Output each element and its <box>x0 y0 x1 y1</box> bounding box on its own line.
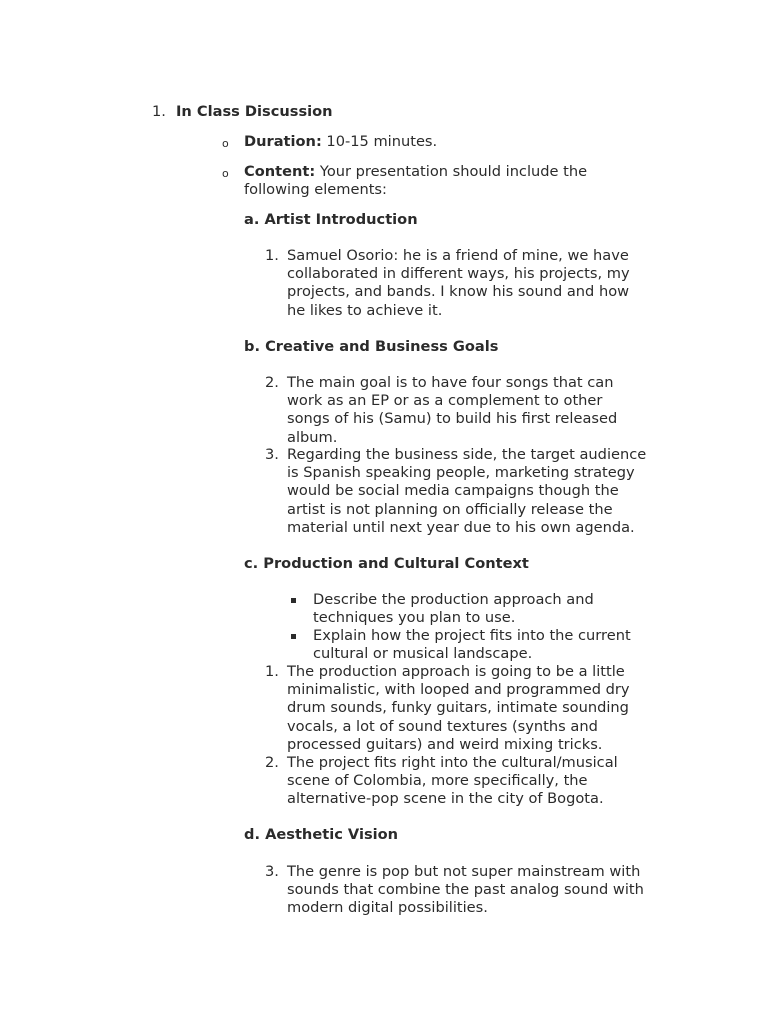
duration-line <box>244 133 437 150</box>
text-line: Explain how the project fits into the current <box>313 627 631 644</box>
list-item <box>287 446 646 537</box>
list-number: 1. <box>265 247 279 264</box>
text-line: collaborated in different ways, his projects, my <box>287 265 630 283</box>
text-line: songs of his (Samu) to build his first released <box>287 410 618 428</box>
text-line: work as an EP or as a complement to other <box>287 392 603 410</box>
list-number: 2. <box>265 374 279 391</box>
content-text-line: Your presentation should include the <box>315 163 588 180</box>
section-heading-creative-business-goals: b. Creative and Business Goals <box>244 338 499 355</box>
text-line: would be social media campaigns though the <box>287 482 619 500</box>
text-line: drum sounds, funky guitars, intimate sounding <box>287 699 629 717</box>
text-line: vocals, a lot of sound textures (synths and <box>287 717 598 735</box>
text-line: techniques you plan to use. <box>313 609 516 627</box>
list-item <box>313 627 631 663</box>
text-line: artist is not planning on officially release the <box>287 500 613 518</box>
list-item <box>287 663 630 754</box>
duration-label: Duration: <box>244 133 322 150</box>
section-heading-in-class-discussion: In Class Discussion <box>176 103 333 120</box>
content-label: Content: <box>244 163 316 180</box>
duration-value: 10-15 minutes. <box>321 133 438 150</box>
list-item <box>287 247 630 320</box>
text-line: is Spanish speaking people, marketing strategy <box>287 464 635 482</box>
section-heading-production-cultural-context: c. Production and Cultural Context <box>244 555 529 572</box>
text-line: The main goal is to have four songs that can <box>287 374 614 391</box>
text-line: album. <box>287 428 338 446</box>
text-line: Regarding the business side, the target audience <box>287 446 647 463</box>
text-line: alternative-pop scene in the city of Bogota. <box>287 790 604 808</box>
text-line: modern digital possibilities. <box>287 899 488 917</box>
text-line: The production approach is going to be a little <box>287 663 625 680</box>
list-number: 2. <box>265 754 279 771</box>
list-number: 1. <box>265 663 279 680</box>
text-line: scene of Colombia, more specifically, the <box>287 772 588 790</box>
list-number: 3. <box>265 446 279 463</box>
text-line: minimalistic, with looped and programmed dry <box>287 681 630 699</box>
text-line: The genre is pop but not super mainstream with <box>287 863 641 880</box>
list-item <box>313 591 594 627</box>
content-paragraph <box>244 163 587 199</box>
content-text-line: following elements: <box>244 181 387 199</box>
list-item <box>287 754 618 809</box>
text-line: Samuel Osorio: he is a friend of mine, we have <box>287 247 629 264</box>
text-line: Describe the production approach and <box>313 591 594 608</box>
square-bullet-icon <box>291 598 296 603</box>
list-item <box>287 374 617 447</box>
circle-bullet-icon: o <box>222 137 229 150</box>
text-line: sounds that combine the past analog sound with <box>287 881 644 899</box>
text-line: cultural or musical landscape. <box>313 645 533 663</box>
list-number: 1. <box>152 103 166 120</box>
list-item <box>287 863 644 918</box>
section-heading-artist-introduction: a. Artist Introduction <box>244 211 418 228</box>
section-heading-aesthetic-vision: d. Aesthetic Vision <box>244 826 399 843</box>
square-bullet-icon <box>291 634 296 639</box>
circle-bullet-icon: o <box>222 167 229 180</box>
text-line: projects, and bands. I know his sound and how <box>287 283 630 301</box>
text-line: material until next year due to his own agenda. <box>287 518 635 536</box>
list-number: 3. <box>265 863 279 880</box>
text-line: processed guitars) and weird mixing tricks. <box>287 735 603 753</box>
text-line: The project fits right into the cultural/musical <box>287 754 618 771</box>
text-line: he likes to achieve it. <box>287 301 443 319</box>
